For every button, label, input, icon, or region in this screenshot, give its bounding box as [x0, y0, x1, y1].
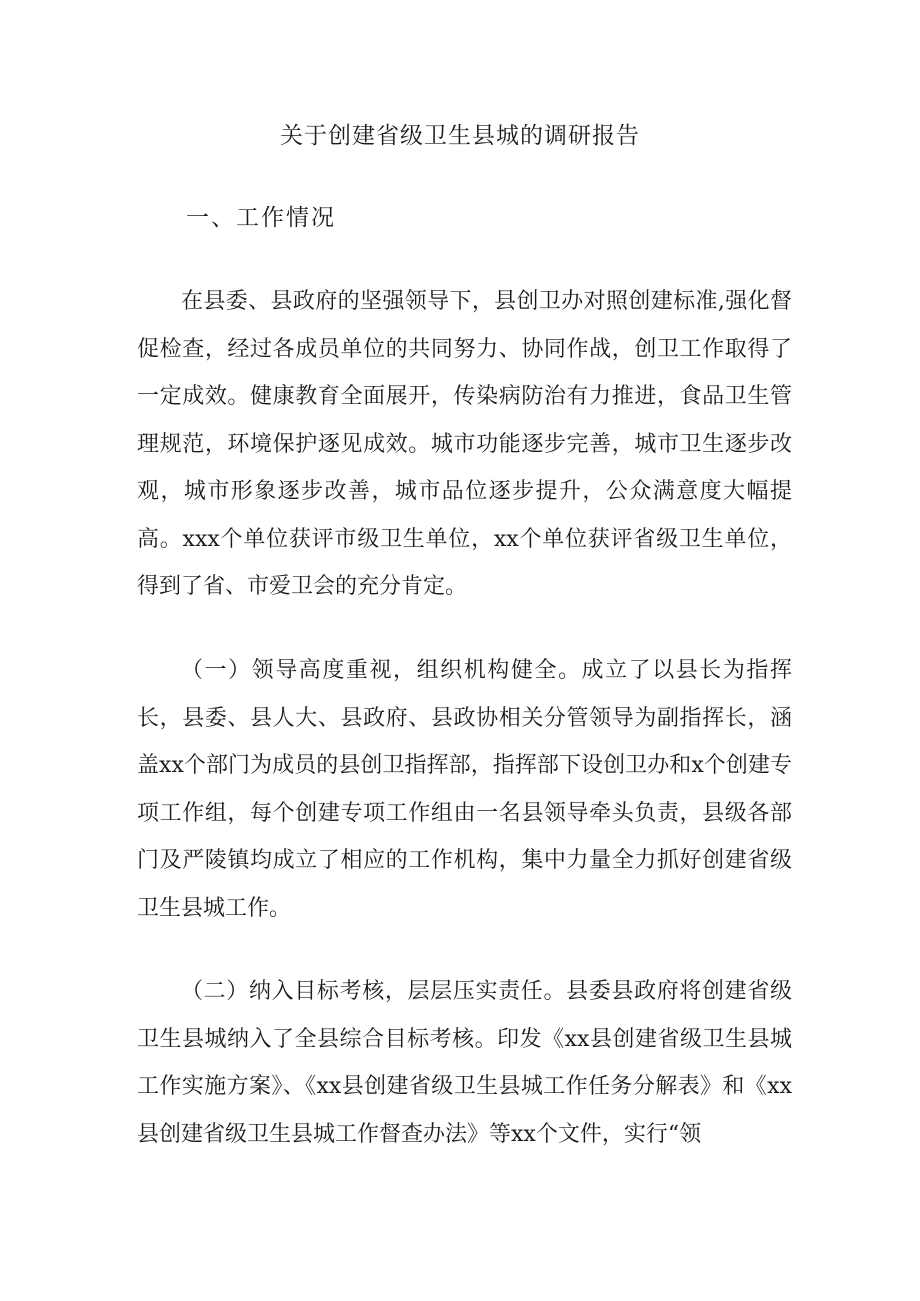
document-title: 关于创建省级卫生县城的调研报告	[280, 123, 640, 149]
paragraph-leadership: （一）领导高度重视，组织机构健全。成立了以县长为指挥长，县委、县人大、县政府、县政协相关分管领导为副指挥长，涵盖xx个部门为成员的县创卫指挥部，指挥部下设创卫办和x个创建专项工作组，每个创建专项工作组由一名县领导牵头负责，县级各部门及严陵镇均成立了相应的工作机构，集中力量全力抓好创建省级卫生县城工作。	[137, 658, 792, 921]
section-heading: 一、工作情况	[186, 205, 336, 231]
paragraph-work-overview: 在县委、县政府的坚强领导下，县创卫办对照创建标准,强化督促检查，经过各成员单位的共同努力、协同作战，创卫工作取得了一定成效。健康教育全面展开，传染病防治有力推进，食品卫生管理规范，环境保护逐见成效。城市功能逐步完善，城市卫生逐步改观，城市形象逐步改善，城市品位逐步提升，公众满意度大幅提高。xxx个单位获评市级卫生单位，xx个单位获评省级卫生单位，得到了省、市爱卫会的充分肯定。	[137, 289, 792, 599]
paragraph-assessment: （二）纳入目标考核，层层压实责任。县委县政府将创建省级卫生县城纳入了全县综合目标考核。印发《xx县创建省级卫生县城工作实施方案》、《xx县创建省级卫生县城工作任务分解表》和《xx县创建省级卫生县城工作督查办法》等xx个文件，实行“领	[137, 979, 792, 1147]
